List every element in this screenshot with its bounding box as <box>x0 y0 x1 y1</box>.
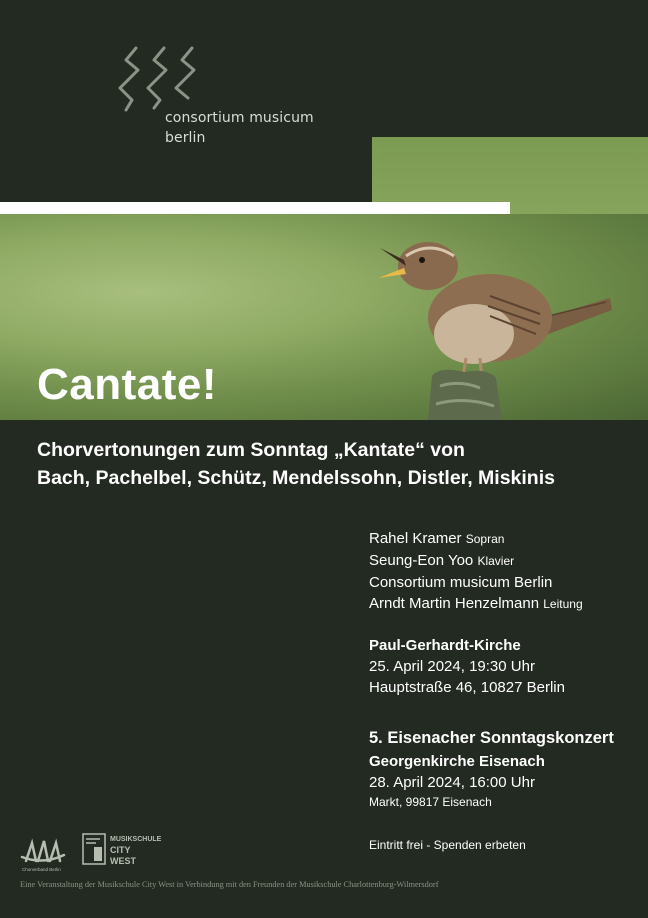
city-label: CITY <box>110 845 131 855</box>
venue-name: Georgenkirche Eisenach <box>369 753 545 770</box>
performer-row <box>369 550 583 572</box>
performer-name: Arndt Martin Henzelmann <box>369 595 540 612</box>
concert-eisenach <box>369 727 614 811</box>
musikschule-city-west-logo-icon <box>82 833 178 867</box>
subtitle-line2: Bach, Pachelbel, Schütz, Mendelssohn, Distler, Miskinis <box>37 467 555 489</box>
performer-role: Klavier <box>477 554 515 568</box>
concert-date: 25. April 2024, 19:30 Uhr <box>369 658 535 675</box>
performer-role: Sopran <box>465 532 505 546</box>
admission-note: Eintritt frei - Spenden erbeten <box>369 838 526 852</box>
performer-name: Seung-Eon Yoo <box>369 552 474 569</box>
logo-text-line1: consortium musicum <box>165 110 314 126</box>
concert-address: Hauptstraße 46, 10827 Berlin <box>369 679 565 696</box>
page-title: Cantate! <box>37 360 218 409</box>
concert-address: Markt, 99817 Eisenach <box>369 795 492 809</box>
chorverband-logo-icon <box>18 835 68 875</box>
performers-list <box>369 528 583 615</box>
white-accent-bar <box>0 202 510 214</box>
concert-berlin <box>369 635 565 698</box>
performer-row <box>369 528 583 550</box>
venue-name: Paul-Gerhardt-Kirche <box>369 637 521 654</box>
concert-series-title: 5. Eisenacher Sonntagskonzert <box>369 729 614 747</box>
subtitle-line1: Chorvertonungen zum Sonntag „Kantate“ von <box>37 439 465 461</box>
performer-name: Consortium musicum Berlin <box>369 574 553 591</box>
performer-row <box>369 572 583 593</box>
wren-bird-icon <box>370 226 620 420</box>
chorverband-label: Chorverband Berlin <box>22 867 61 872</box>
concert-date: 28. April 2024, 16:00 Uhr <box>369 774 535 791</box>
program-description <box>37 436 637 492</box>
west-label: WEST <box>110 856 136 866</box>
performer-role: Leitung <box>543 597 583 611</box>
performer-row <box>369 593 583 615</box>
footer-credit: Eine Veranstaltung der Musikschule City West in Verbindung mit den Freunden der Musikschule Charlottenburg-Wilmersdorf <box>20 880 439 889</box>
performer-name: Rahel Kramer <box>369 530 462 547</box>
consortium-logo-icon <box>112 44 204 120</box>
musikschule-label: MUSIKSCHULE <box>110 836 162 843</box>
logo-text-line2: berlin <box>165 130 206 146</box>
